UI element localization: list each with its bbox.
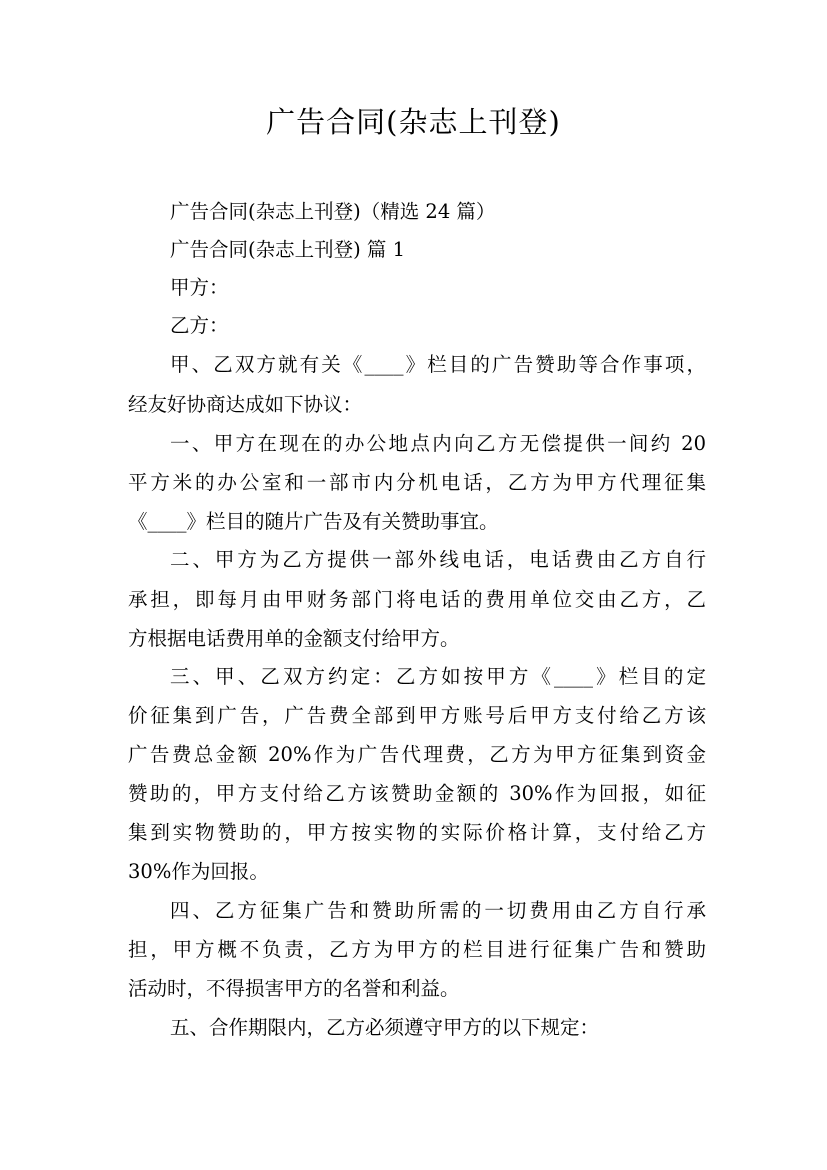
paragraph-line: 经友好协商达成如下协议： <box>128 393 363 416</box>
party-b-line: 乙方： <box>170 314 229 337</box>
paragraph-line: 四、乙方征集广告和赞助所需的一切费用由乙方自行承 <box>170 899 706 922</box>
paragraph-line: 五、合作期限内，乙方必须遵守甲方的以下规定： <box>170 1016 600 1039</box>
subtitle-line: 广告合同(杂志上刊登)（精选 24 篇） <box>170 200 496 223</box>
paragraph-line: 一、甲方在现在的办公地点内向乙方无偿提供一间约 20 <box>170 432 706 455</box>
paragraph-line: 三、甲、乙双方约定：乙方如按甲方《____》栏目的定 <box>170 665 706 688</box>
paragraph-line: 甲、乙双方就有关《____》栏目的广告赞助等合作事项， <box>170 353 706 376</box>
paragraph-line: 二、甲方为乙方提供一部外线电话，电话费由乙方自行 <box>170 548 706 571</box>
paragraph-line: 价征集到广告，广告费全部到甲方账号后甲方支付给乙方该 <box>128 704 706 727</box>
paragraph-line: 广告费总金额 20%作为广告代理费，乙方为甲方征集到资金 <box>128 743 706 766</box>
paragraph-line: 平方米的办公室和一部市内分机电话，乙方为甲方代理征集 <box>128 471 706 494</box>
paragraph-line: 承担，即每月由甲财务部门将电话的费用单位交由乙方，乙 <box>128 588 706 611</box>
paragraph-line: 活动时，不得损害甲方的名誉和利益。 <box>128 977 460 1000</box>
party-a-line: 甲方： <box>170 276 229 299</box>
paragraph-line: 担，甲方概不负责，乙方为甲方的栏目进行征集广告和赞助 <box>128 938 706 961</box>
paragraph-line: 赞助的，甲方支付给乙方该赞助金额的 30%作为回报，如征 <box>128 782 706 805</box>
paragraph-line: 《____》栏目的随片广告及有关赞助事宜。 <box>128 510 499 533</box>
document-title: 广告合同(杂志上刊登) <box>266 105 561 139</box>
section-heading: 广告合同(杂志上刊登) 篇 1 <box>170 238 406 261</box>
paragraph-line: 方根据电话费用单的金额支付给甲方。 <box>128 627 460 650</box>
paragraph-line: 集到实物赞助的，甲方按实物的实际价格计算，支付给乙方 <box>128 821 706 844</box>
paragraph-line: 30%作为回报。 <box>128 860 269 883</box>
